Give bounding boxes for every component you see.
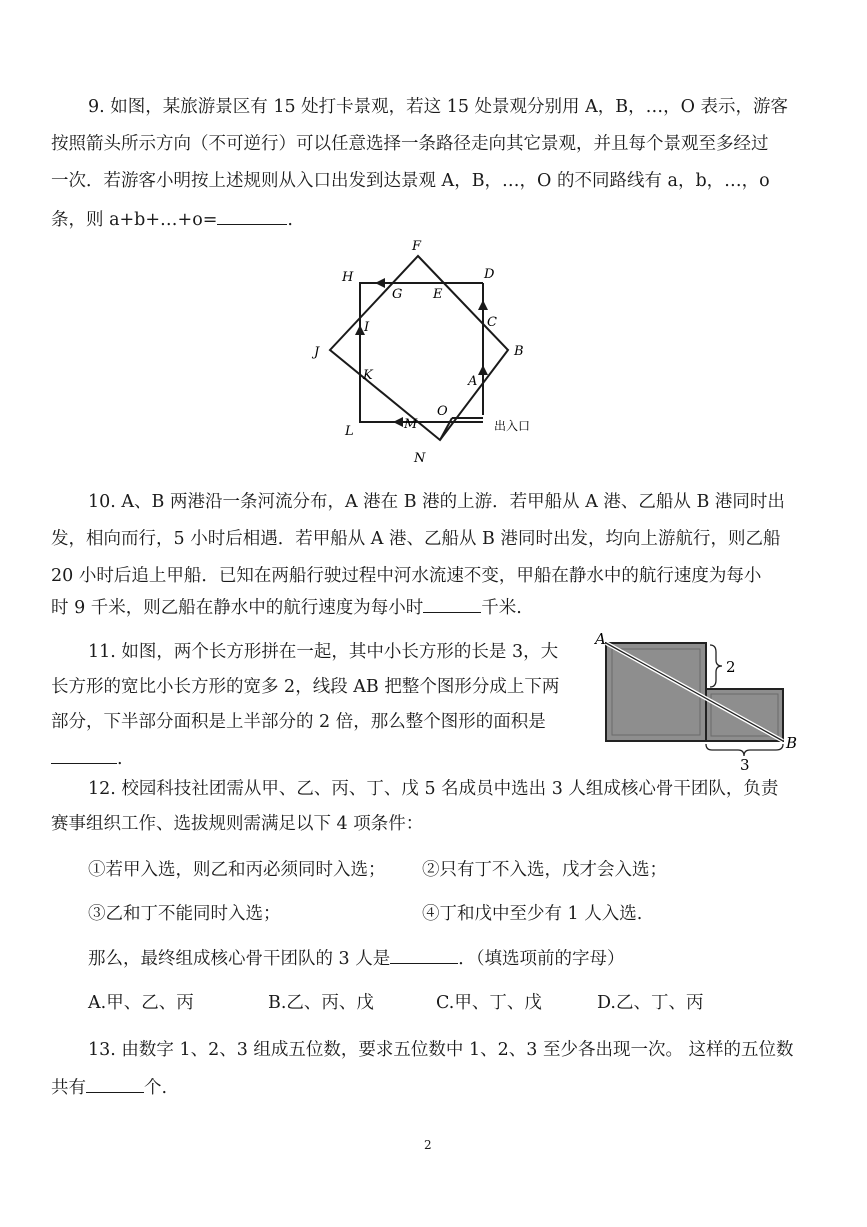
label-I: I [364, 320, 370, 335]
q9-tail: . [287, 210, 293, 230]
q12-question [88, 945, 625, 971]
height-brace [710, 645, 722, 687]
q12-question-text: 那么，最终组成核心骨干团队的 3 人是 [88, 949, 391, 969]
q9-answer-blank [217, 206, 287, 225]
q9-line-2: 按照箭头所示方向（不可逆行）可以任意选择一条路径走向其它景观，并且每个景观至多经过 [51, 134, 769, 154]
q12-condition-2: ②只有丁不入选，戊才会入选； [422, 860, 667, 880]
label-M: M [404, 417, 418, 432]
q11-answer-blank [51, 745, 117, 764]
q10-line-4 [51, 594, 522, 620]
q13-line-2-text: 共有 [51, 1078, 86, 1098]
q12-condition-1: ①若甲入选，则乙和丙必须同时入选； [88, 860, 386, 880]
label-J: J [314, 345, 320, 360]
q11-line-4 [51, 745, 123, 771]
label-D: D [484, 267, 495, 282]
q10-line-2: 发，相向而行，5 小时后相遇．若甲船从 A 港、乙船从 B 港同时出发，均向上游航行，则乙船 [51, 529, 781, 549]
q12-condition-3: ③乙和丁不能同时入选； [88, 904, 281, 924]
q12-line-2: 赛事组织工作、选拔规则需满足以下 4 项条件： [51, 814, 424, 834]
label-K: K [363, 368, 373, 383]
q11-line-2: 长方形的宽比小长方形的宽多 2，线段 AB 把整个图形分成上下两 [51, 677, 560, 697]
q9-line-3: 一次．若游客小明按上述规则从入口出发到达景观 A，B，…，O 的不同路线有 a，b，…，o [51, 171, 770, 191]
height-label: 2 [726, 658, 736, 676]
q11-rectangles-figure [594, 628, 809, 773]
label-N: N [414, 451, 426, 466]
q13-tail: 个. [144, 1078, 168, 1098]
label-L: L [345, 424, 354, 439]
q12-option-a: A.甲、乙、丙 [88, 993, 194, 1013]
width-brace [706, 744, 783, 756]
label-F: F [412, 239, 422, 254]
q9-line-4 [51, 206, 293, 232]
q11-line-1: 11. 如图，两个长方形拼在一起，其中小长方形的长是 3，大 [88, 642, 559, 662]
label-H: H [342, 270, 354, 285]
q9-line-4-text: 条，则 a+b+…+o= [51, 210, 218, 230]
q12-option-d: D.乙、丁、丙 [597, 993, 704, 1013]
q10-tail: 千米. [481, 598, 522, 618]
label-O: O [437, 404, 448, 419]
q9-route-figure [300, 232, 560, 472]
q12-question-tail: ．（填选项前的字母） [458, 949, 625, 969]
q10-line-1: 10. A、B 两港沿一条河流分布，A 港在 B 港的上游．若甲船从 A 港、乙船从 B 港同时出 [88, 492, 785, 512]
label-G: G [392, 287, 403, 302]
page-number: 2 [424, 1138, 432, 1152]
q11-tail: . [117, 749, 123, 769]
q12-line-1: 12. 校园科技社团需从甲、乙、丙、丁、戊 5 名成员中选出 3 人组成核心骨干团队，负责 [88, 779, 779, 799]
q13-answer-blank [86, 1074, 144, 1093]
label-A: A [468, 374, 478, 389]
point-A-label: A [595, 630, 606, 648]
label-C: C [487, 315, 497, 330]
q12-condition-4: ④丁和戊中至少有 1 人入选. [422, 904, 643, 924]
point-B-label: B [786, 734, 798, 752]
q12-answer-blank [390, 945, 458, 964]
q10-answer-blank [423, 594, 481, 613]
q13-line-2 [51, 1074, 167, 1100]
q13-line-1: 13. 由数字 1、2、3 组成五位数，要求五位数中 1、2、3 至少各出现一次。 这样的五位数 [88, 1040, 794, 1060]
q10-line-3: 20 小时后追上甲船．已知在两船行驶过程中河水流速不变，甲船在静水中的航行速度为每小 [51, 566, 762, 586]
q10-line-4-text: 时 9 千米，则乙船在静水中的航行速度为每小时 [51, 598, 424, 618]
q11-line-3: 部分，下半部分面积是上半部分的 2 倍，那么整个图形的面积是 [51, 712, 546, 732]
label-B: B [514, 344, 524, 359]
q12-option-c: C.甲、丁、戊 [436, 993, 542, 1013]
entrance-label: 出入口 [494, 419, 531, 433]
q12-option-b: B.乙、丙、戊 [268, 993, 374, 1013]
label-E: E [433, 287, 443, 302]
q9-line-1: 9. 如图，某旅游景区有 15 处打卡景观，若这 15 处景观分别用 A，B，…，O 表示，游客 [88, 97, 789, 117]
width-label: 3 [740, 756, 750, 773]
